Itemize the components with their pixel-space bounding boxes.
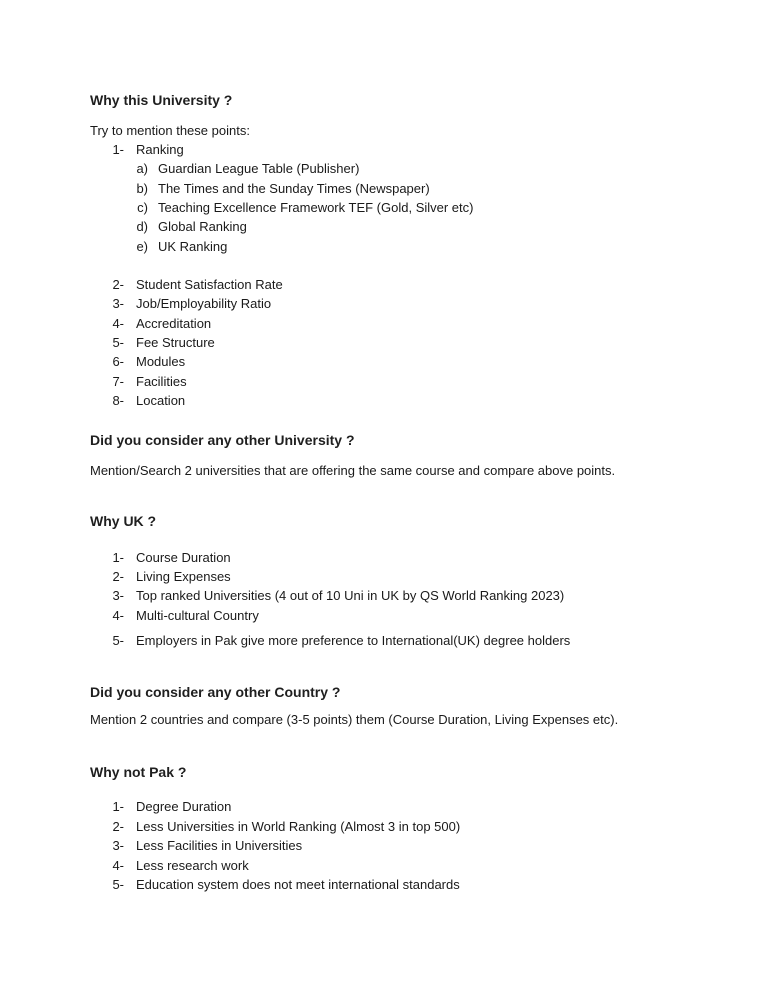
section-heading-why-university: Why this University ? [90, 92, 233, 108]
sub-list-text: The Times and the Sunday Times (Newspaper) [158, 181, 430, 196]
list-text: Fee Structure [136, 335, 215, 350]
list-text: Top ranked Universities (4 out of 10 Uni in UK by QS World Ranking 2023) [136, 588, 565, 603]
list-item [0, 374, 700, 390]
sub-list-letter: a) [136, 161, 148, 176]
list-number: 3- [112, 296, 124, 311]
list-item [0, 296, 700, 312]
list-text: Education system does not meet international standards [136, 877, 460, 892]
sub-list-item [0, 161, 700, 177]
section-body: Mention 2 countries and compare (3-5 points) them (Course Duration, Living Expenses etc). [90, 712, 619, 727]
list-text: Less Universities in World Ranking (Almost 3 in top 500) [136, 819, 461, 834]
sub-list-item [0, 200, 700, 216]
list-number: 5- [112, 633, 124, 648]
sub-list-text: Teaching Excellence Framework TEF (Gold, Silver etc) [158, 200, 474, 215]
list-item [0, 277, 700, 293]
list-text: Course Duration [136, 550, 231, 565]
list-number: 1- [112, 550, 124, 565]
sub-list-item [0, 219, 700, 235]
section-heading-other-university: Did you consider any other University ? [90, 432, 355, 448]
list-number: 8- [112, 393, 124, 408]
list-item [0, 316, 700, 332]
list-number: 3- [112, 588, 124, 603]
list-item [0, 142, 700, 158]
list-text: Modules [136, 354, 186, 369]
list-item [0, 877, 700, 893]
list-number: 7- [112, 374, 124, 389]
list-item [0, 819, 700, 835]
sub-list-letter: e) [136, 239, 148, 254]
section-heading-other-country: Did you consider any other Country ? [90, 684, 341, 700]
list-text: Student Satisfaction Rate [136, 277, 283, 292]
list-text: Multi-cultural Country [136, 608, 259, 623]
list-number: 4- [112, 608, 124, 623]
list-item [0, 569, 700, 585]
list-text: Less Facilities in Universities [136, 838, 303, 853]
sub-list-letter: d) [136, 219, 148, 234]
list-text: Facilities [136, 374, 187, 389]
list-item [0, 588, 700, 604]
list-item [0, 393, 700, 409]
list-number: 1- [112, 142, 124, 157]
list-item [0, 608, 700, 624]
list-number: 5- [112, 877, 124, 892]
list-number: 6- [112, 354, 124, 369]
list-number: 2- [112, 819, 124, 834]
section-body: Mention/Search 2 universities that are offering the same course and compare above points. [90, 463, 616, 478]
sub-list-text: Guardian League Table (Publisher) [158, 161, 360, 176]
list-text: Living Expenses [136, 569, 231, 584]
sub-list-text: Global Ranking [158, 219, 247, 234]
list-item [0, 799, 700, 815]
list-text: Degree Duration [136, 799, 232, 814]
sub-list-letter: c) [137, 200, 148, 215]
list-number: 5- [112, 335, 124, 350]
list-item [0, 335, 700, 351]
sub-list-item [0, 181, 700, 197]
sub-list-item [0, 239, 700, 255]
list-item [0, 838, 700, 854]
list-number: 2- [112, 277, 124, 292]
list-number: 4- [112, 858, 124, 873]
list-item [0, 354, 700, 370]
list-item [0, 633, 700, 649]
list-number: 1- [112, 799, 124, 814]
section-intro: Try to mention these points: [90, 123, 250, 138]
list-number: 4- [112, 316, 124, 331]
list-number: 2- [112, 569, 124, 584]
sub-list-letter: b) [136, 181, 148, 196]
section-heading-why-not-pak: Why not Pak ? [90, 764, 187, 780]
list-text: Less research work [136, 858, 249, 873]
list-text: Ranking [136, 142, 184, 157]
section-heading-why-uk: Why UK ? [90, 513, 157, 529]
sub-list-text: UK Ranking [158, 239, 228, 254]
list-text: Employers in Pak give more preference to International(UK) degree holders [136, 633, 571, 648]
list-item [0, 858, 700, 874]
list-text: Accreditation [136, 316, 212, 331]
list-text: Location [136, 393, 186, 408]
list-text: Job/Employability Ratio [136, 296, 272, 311]
list-item [0, 550, 700, 566]
list-number: 3- [112, 838, 124, 853]
